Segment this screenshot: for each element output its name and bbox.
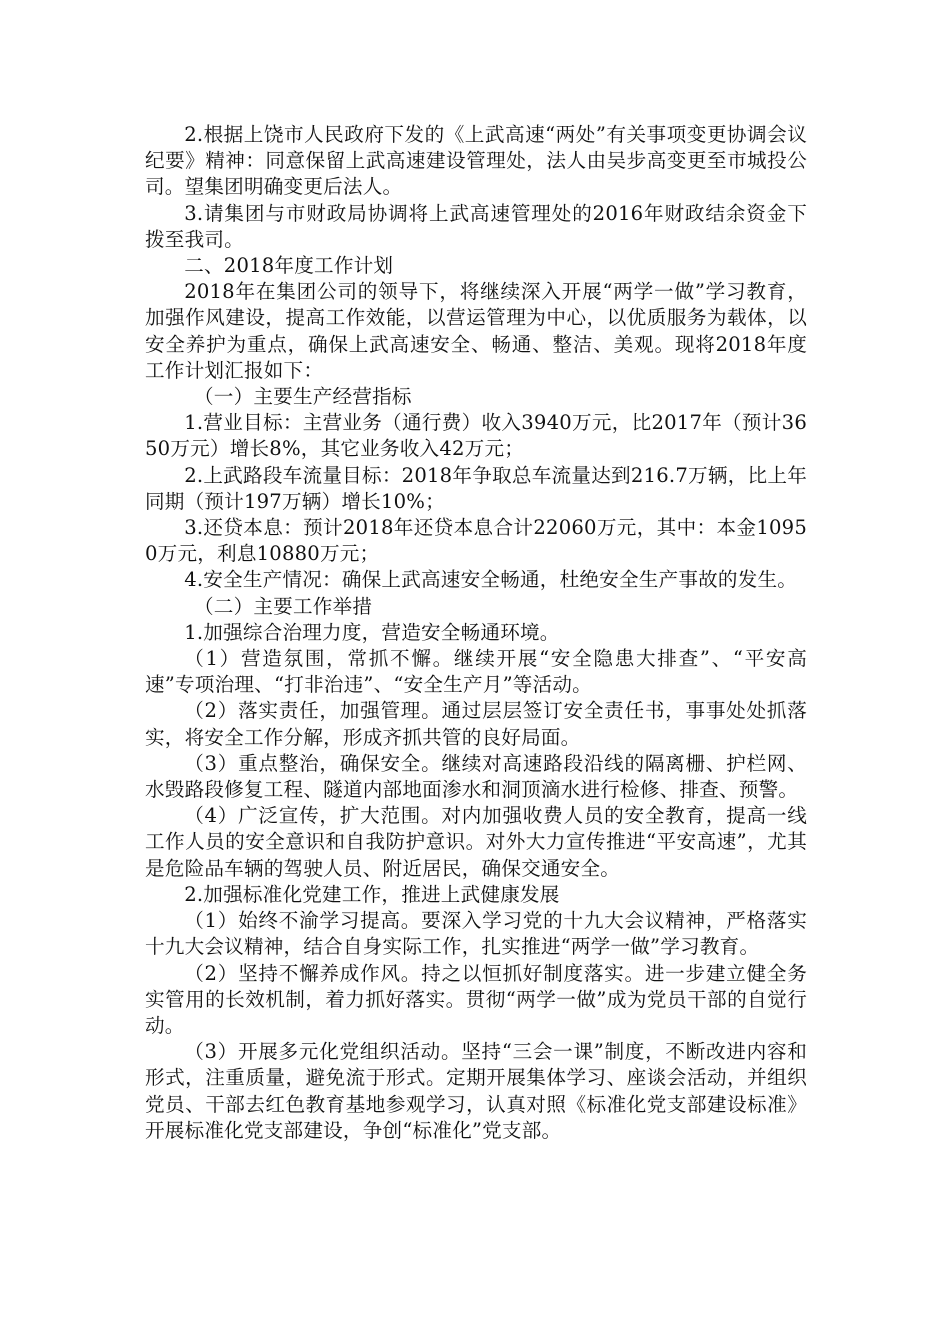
paragraph-measure-2: 2.加强标准化党建工作，推进上武健康发展 <box>184 882 560 906</box>
paragraph-measure-1-1: （1）营造氛围，常抓不懈。继续开展“安全隐患大排查”、“平安高速”专项治理、“打非治违”、“安全生产月”等活动。 <box>145 647 807 697</box>
paragraph-measure-2-2: （2）坚持不懈养成作风。持之以恒抓好制度落实。进一步建立健全务实管用的长效机制，着力抓好落实。贯彻“两学一做”成为党员干部的自觉行动。 <box>145 961 807 1037</box>
paragraph-measure-1-4: （4）广泛宣传，扩大范围。对内加强收费人员的安全教育，提高一线工作人员的安全意识和自我防护意识。对外大力宣传推进“平安高速”，尤其是危险品车辆的驾驶人员、附近居民，确保交通安全。 <box>145 804 807 880</box>
paragraph-measure-2-3: （3）开展多元化党组织活动。坚持“三会一课”制度，不断改进内容和形式，注重质量，避免流于形式。定期开展集体学习、座谈会活动，并组织党员、干部去红色教育基地参观学习，认真对照《标准化党支部建设标准》开展标准化党支部建设，争创“标准化”党支部。 <box>145 1040 807 1142</box>
paragraph-work-plan-intro: 2018年在集团公司的领导下，将继续深入开展“两学一做”学习教育，加强作风建设，提高工作效能，以营运管理为中心，以优质服务为载体，以安全养护为重点，确保上武高速安全、畅通、整洁、美观。现将2018年度工作计划汇报如下： <box>145 280 807 382</box>
paragraph-measure-1: 1.加强综合治理力度，营造安全畅通环境。 <box>184 620 560 644</box>
paragraph-measure-1-3: （3）重点整治，确保安全。继续对高速路段沿线的隔离栅、护栏网、水毁路段修复工程、隧道内部地面渗水和洞顶滴水进行检修、排查、预警。 <box>145 751 807 802</box>
section-heading-work-plan: 二、2018年度工作计划 <box>184 254 394 278</box>
document-page <box>145 122 807 1144</box>
paragraph-fiscal-funds: 3.请集团与市财政局协调将上武高速管理处的2016年财政结余资金下拨至我司。 <box>145 201 807 251</box>
paragraph-safety-production: 4.安全生产情况：确保上武高速安全畅通，杜绝安全生产事故的发生。 <box>184 568 798 592</box>
paragraph-revenue-target: 1.营业目标：主营业务（通行费）收入3940万元，比2017年（预计3650万元）增长8%，其它业务收入42万元； <box>145 411 807 461</box>
paragraph-loan-repayment: 3.还贷本息：预计2018年还贷本息合计22060万元，其中：本金10950万元，利息10880万元； <box>145 516 807 566</box>
subheading-production-targets: （一）主要生产经营指标 <box>193 385 412 409</box>
paragraph-traffic-target: 2.上武路段车流量目标：2018年争取总车流量达到216.7万辆，比上年同期（预计197万辆）增长10%； <box>145 463 807 513</box>
paragraph-measure-1-2: （2）落实责任，加强管理。通过层层签订安全责任书，事事处处抓落实，将安全工作分解，形成齐抓共管的良好局面。 <box>145 699 807 749</box>
paragraph-measure-2-1: （1）始终不渝学习提高。要深入学习党的十九大会议精神，严格落实十九大会议精神，结合自身实际工作，扎实推进“两学一做”学习教育。 <box>145 909 807 959</box>
paragraph-changes-legal-rep: 2.根据上饶市人民政府下发的《上武高速“两处”有关事项变更协调会议纪要》精神：同意保留上武高速建设管理处，法人由吴步高变更至市城投公司。望集团明确变更后法人。 <box>145 123 807 199</box>
subheading-main-measures: （二）主要工作举措 <box>193 594 373 618</box>
